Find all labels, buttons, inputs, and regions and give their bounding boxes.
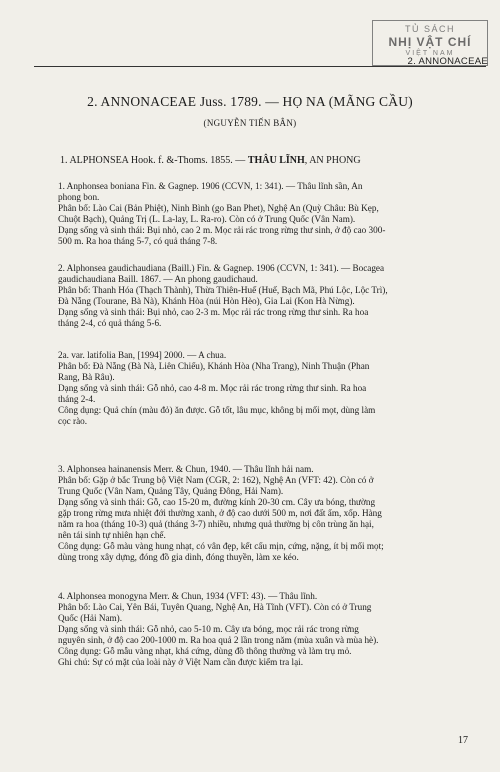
entry-line: Dạng sống và sinh thái: Gỗ nhỏ, cao 4-8 m. Mọc rải rác trong rừng thư sinh. Ra hoa [58,383,367,393]
entry-line: Quốc (Hải Nam). [58,613,123,623]
species-entry-2 [58,263,474,329]
entry-line: dùng trong xây dựng, đóng đồ gia dình, đóng thuyền, làm xe kéo. [58,552,299,562]
entry-line: nên tái sinh tự nhiên hạn chế. [58,530,166,540]
stamp-line-3: VIỆT NAM [405,50,455,57]
entry-line: 4. Alphonsea monogyna Merr. & Chun, 1934 (VFT: 43). — Thâu lĩnh. [58,591,318,601]
entry-line: gaudichaudiana Baill. 1867. — An phong gaudichaud. [58,274,258,284]
page-number: 17 [458,735,468,746]
entry-line: Dạng sống và sinh thái: Bụi nhỏ, cao 2 m. Mọc rải rác trong rừng thư sinh, ở độ cao 300- [58,225,386,235]
entry-line: 500 m. Ra hoa tháng 5-7, có quả tháng 7-8. [58,236,218,246]
variety-entry-2a [58,350,474,427]
entry-line: tháng 2-4, có quả tháng 5-6. [58,318,162,328]
entry-line: Phân bố: Lào Cai (Bản Phiệt), Ninh Bình (go Ban Phet), Nghệ An (Quỳ Châu: Bù Kẹp, [58,203,379,213]
entry-line: Dạng sống và sinh thái: Gỗ nhỏ, cao 5-10 m. Cây ưa bóng, mọc rải rác trong rừng [58,624,359,634]
genus-authority: Hook. f. &-Thoms. 1855. — [130,155,246,166]
chapter-title: 2. ANNONACEAE Juss. 1789. — HỌ NA (MÃNG CẦU) [87,94,413,109]
entry-line: Dạng sống và sinh thái: Gỗ, cao 15-20 m, đường kính 20-30 cm. Cây ưa bóng, thường [58,497,376,507]
entry-line: Đà Nẵng (Tourane, Bà Nà), Khánh Hòa (núi Hòn Hèo), Gia Lai (Kon Hà Nừng). [58,296,355,306]
species-entry-1 [58,181,474,247]
genus-prefix: 1. ALPHONSEA [60,155,129,166]
entry-line: 2a. var. latifolia Ban, [1994] 2000. — A chua. [58,350,227,360]
chapter-author: (NGUYỄN TIẾN BÂN) [203,118,297,128]
entry-line: phong bon. [58,192,100,202]
header-rule [34,66,486,67]
entry-line: Phân bố: Đà Nẵng (Bà Nà, Liên Chiểu), Khánh Hòa (Nha Trang), Ninh Thuận (Phan [58,361,370,371]
stamp-line-1: TỦ SÁCH [404,24,455,34]
entry-line: nguyên sinh, ở độ cao 200-1000 m. Ra hoa quả 2 lần trong năm (mùa xuân và mùa hè). [58,635,379,645]
entry-line: 1. Anphonsea boniana Fin. & Gagnep. 1906 (CCVN, 1: 341). — Thâu lĩnh sần, An [58,181,363,191]
species-entry-3 [58,464,474,563]
entry-line: Ghi chú: Sự có mặt của loài này ở Việt Nam cần được kiểm tra lại. [58,657,303,667]
entry-line: cọc rào. [58,416,88,426]
entry-line: tháng 2-4. [58,394,96,404]
entry-line: Phân bố: Gặp ở bắc Trung bộ Việt Nam (CGR, 2: 162), Nghệ An (VFT: 42). Còn có ở [58,475,374,485]
entry-line: 2. Alphonsea gaudichaudiana (Baill.) Fin. & Gagnep. 1906 (CCVN, 1: 341). — Bocagea [58,263,385,273]
entry-line: Công dụng: Gỗ màu vàng hung nhạt, có vân đẹp, kết cấu mịn, cứng, nặng, ít bị mối mọt; [58,541,384,551]
entry-line: năm ra hoa (tháng 10-3) quả (tháng 3-7) nhiều, nhưng quả thường bị côn trùng ăn hại, [58,519,374,529]
entry-line: Rang, Bà Râu). [58,372,115,382]
genus-vn-alt: , AN PHONG [304,155,361,166]
entry-line: Phân bố: Thanh Hóa (Thạch Thành), Thừa Thiên-Huế (Huế, Bạch Mã, Phú Lộc, Lộc Trì), [58,285,388,295]
entry-line: Chuột Bạch), Quảng Trị (L. La-lay, L. Ra-ro). Còn có ở Trung Quốc (Vân Nam). [58,214,356,224]
entry-line: Trung Quốc (Vân Nam, Quảng Tây, Quảng Đông, Hải Nam). [58,486,284,496]
entry-line: Dạng sống và sinh thái: Bụi nhỏ, cao 2-3 m. Mọc rải rác trong rừng thư sinh. Ra hoa [58,307,369,317]
stamp-line-2: NHỊ VẬT CHÍ [388,35,472,49]
entry-line: Công dụng: Gỗ mẫu vàng nhạt, khá cứng, dùng đồ thông thường và làm trụ mỏ. [58,646,352,656]
entry-line: gặp trong rừng mưa nhiệt đới thường xanh, ở độ cao dưới 500 m, nơi đất ẩm, xốp. Hàng [58,508,382,518]
genus-heading [60,155,361,166]
running-head: 2. ANNONACEAE [407,56,488,67]
entry-line: 3. Alphonsea hainanensis Merr. & Chun, 1940. — Thâu lĩnh hải nam. [58,464,314,474]
genus-vn-name: THÂU LĨNH [247,155,305,166]
entry-line: Phân bố: Lào Cai, Yên Bái, Tuyên Quang, Nghệ An, Hà Tĩnh (VFT). Còn có ở Trung [58,602,372,612]
species-entry-4 [58,591,474,668]
entry-line: Công dụng: Quả chín (màu đỏ) ăn được. Gỗ tốt, lâu mục, không bị mối mọt, dùng làm [58,405,376,415]
